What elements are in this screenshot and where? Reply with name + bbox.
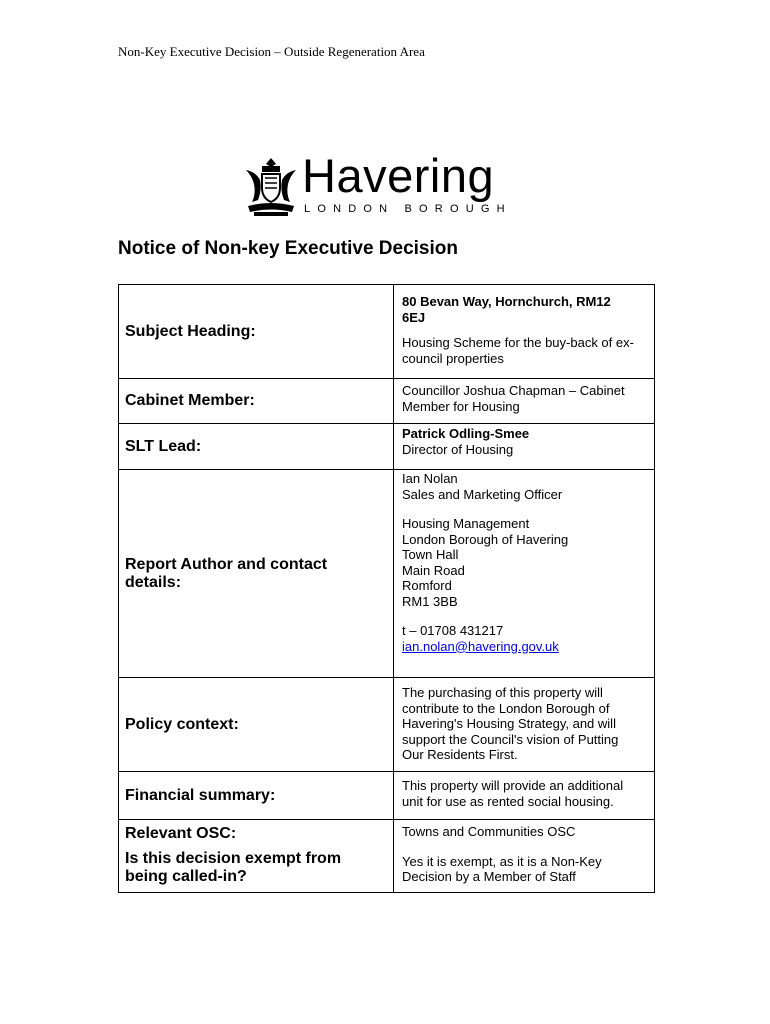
author-address-5: Romford (402, 578, 452, 593)
slt-role: Director of Housing (402, 441, 514, 457)
exempt-label-line2: being called-in? (125, 867, 247, 885)
osc-row (119, 820, 655, 848)
logo-wordmark: Havering (302, 149, 495, 202)
author-label-line2: details: (125, 573, 182, 591)
author-address-2: London Borough of Havering (402, 531, 569, 547)
policy-line1: The purchasing of this property will (402, 685, 603, 700)
author-row (119, 470, 655, 678)
author-role: Sales and Marketing Officer (402, 486, 563, 502)
cabinet-label: Cabinet Member: (119, 379, 394, 424)
financial-row (119, 772, 655, 820)
cabinet-line1: Councillor Joshua Chapman – Cabinet (402, 383, 625, 398)
decision-table (118, 284, 655, 893)
financial-label: Financial summary: (119, 772, 394, 820)
slt-label: SLT Lead: (119, 424, 394, 470)
policy-line5: Our Residents First. (402, 747, 518, 762)
financial-line1: This property will provide an additional (402, 778, 624, 793)
havering-logo (242, 149, 532, 220)
subject-desc-line2: council properties (402, 350, 504, 366)
running-header: Non-Key Executive Decision – Outside Regeneration Area (118, 44, 425, 59)
subject-address-line2: 6EJ (402, 309, 426, 325)
author-label-line1: Report Author and contact (125, 555, 328, 573)
coat-of-arms-icon (242, 154, 300, 218)
policy-line3: Havering's Housing Strategy, and will (402, 716, 616, 731)
author-address-1: Housing Management (402, 516, 530, 531)
exempt-line1: Yes it is exempt, as it is a Non-Key (402, 853, 602, 869)
author-address-3: Town Hall (402, 547, 459, 562)
cabinet-row (119, 379, 655, 424)
subject-row (119, 285, 655, 379)
policy-row (119, 678, 655, 772)
author-address-6: RM1 3BB (402, 593, 458, 609)
policy-line2: contribute to the London Borough of (402, 700, 610, 716)
cabinet-line2: Member for Housing (402, 398, 520, 414)
osc-label: Relevant OSC: (119, 820, 394, 848)
author-email-link[interactable]: ian.nolan@havering.gov.uk (402, 638, 559, 654)
policy-line4: support the Council's vision of Putting (402, 731, 619, 747)
exempt-label-line1: Is this decision exempt from (125, 849, 342, 867)
document-title: Notice of Non-key Executive Decision (118, 238, 458, 259)
slt-name: Patrick Odling-Smee (402, 426, 530, 441)
policy-label: Policy context: (119, 678, 394, 772)
subject-desc-line1: Housing Scheme for the buy-back of ex- (402, 335, 634, 350)
osc-value: Towns and Communities OSC (394, 820, 655, 848)
exempt-row (119, 848, 655, 893)
slt-row (119, 424, 655, 470)
author-name: Ian Nolan (402, 471, 458, 486)
logo-subtitle: LONDON BOROUGH (304, 203, 512, 215)
exempt-line2: Decision by a Member of Staff (402, 869, 576, 884)
subject-address-line1: 80 Bevan Way, Hornchurch, RM12 (402, 294, 611, 309)
author-phone: t – 01708 431217 (402, 623, 504, 638)
subject-label: Subject Heading: (119, 285, 394, 379)
author-address-4: Main Road (402, 562, 465, 578)
financial-line2: unit for use as rented social housing. (402, 793, 614, 809)
